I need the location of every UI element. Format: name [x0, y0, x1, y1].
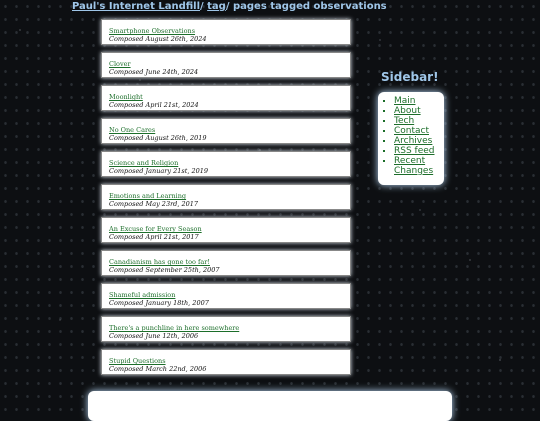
breadcrumb — [72, 1, 387, 12]
sidebar-item-recent-changes — [394, 156, 444, 176]
list-item — [101, 349, 351, 375]
list-item — [101, 217, 351, 243]
sidebar-item-archives — [394, 136, 444, 146]
page-link[interactable]: No One Cares — [109, 126, 156, 134]
sidebar-item-rss-feed — [394, 146, 444, 156]
composed-date: Composed August 26th, 2024 — [109, 35, 207, 43]
page-link[interactable]: Smartphone Observations — [109, 27, 196, 35]
composed-date: Composed September 25th, 2007 — [109, 266, 220, 274]
list-item — [101, 283, 351, 309]
sidebar-title: Sidebar! — [381, 70, 439, 84]
sidebar-link[interactable]: Contact — [394, 126, 430, 136]
page-link[interactable]: Canadianism has gone too far! — [109, 258, 210, 266]
sidebar-link[interactable]: Main — [394, 96, 416, 106]
list-item — [101, 85, 351, 111]
page-link[interactable]: Emotions and Learning — [109, 192, 187, 200]
page-link[interactable]: Science and Religion — [109, 159, 179, 167]
list-item — [101, 118, 351, 144]
composed-date: Composed June 12th, 2006 — [109, 332, 199, 340]
composed-date: Composed June 24th, 2024 — [109, 68, 199, 76]
composed-date: Composed January 21st, 2019 — [109, 167, 209, 175]
footer-panel — [88, 391, 452, 421]
page-link[interactable]: There's a punchline in here somewhere — [109, 324, 240, 332]
composed-date: Composed August 26th, 2019 — [109, 134, 207, 142]
list-item — [101, 19, 351, 45]
site-home-link[interactable]: Paul's Internet Landfill — [72, 1, 201, 12]
breadcrumb-current: / pages tagged observations — [225, 1, 387, 12]
sidebar-link[interactable]: Archives — [394, 136, 433, 146]
composed-date: Composed March 22nd, 2006 — [109, 365, 207, 373]
tag-link[interactable]: tag — [207, 1, 226, 12]
sidebar-item-contact — [394, 126, 444, 136]
composed-date: Composed April 21st, 2017 — [109, 233, 199, 241]
page-list — [101, 19, 351, 382]
list-item — [101, 52, 351, 78]
sidebar-link[interactable]: Recent Changes — [394, 156, 434, 176]
list-item — [101, 151, 351, 177]
page-link[interactable]: An Excuse for Every Season — [109, 225, 202, 233]
page-link[interactable]: Clover — [109, 60, 131, 68]
sidebar-item-about — [394, 106, 444, 116]
composed-date: Composed January 18th, 2007 — [109, 299, 209, 307]
list-item — [101, 250, 351, 276]
page-link[interactable]: Stupid Questions — [109, 357, 166, 365]
breadcrumb-separator: / — [200, 1, 208, 12]
composed-date: Composed May 23rd, 2017 — [109, 200, 199, 208]
sidebar-item-tech — [394, 116, 444, 126]
sidebar-link[interactable]: RSS feed — [394, 146, 435, 156]
sidebar-nav — [384, 96, 444, 176]
sidebar — [378, 92, 444, 185]
sidebar-link[interactable]: Tech — [394, 116, 415, 126]
sidebar-item-main — [394, 96, 444, 106]
list-item — [101, 316, 351, 342]
list-item — [101, 184, 351, 210]
composed-date: Composed April 21st, 2024 — [109, 101, 199, 109]
page-link[interactable]: Moonlight — [109, 93, 143, 101]
sidebar-link[interactable]: About — [394, 106, 421, 116]
page-link[interactable]: Shameful admission — [109, 291, 176, 299]
